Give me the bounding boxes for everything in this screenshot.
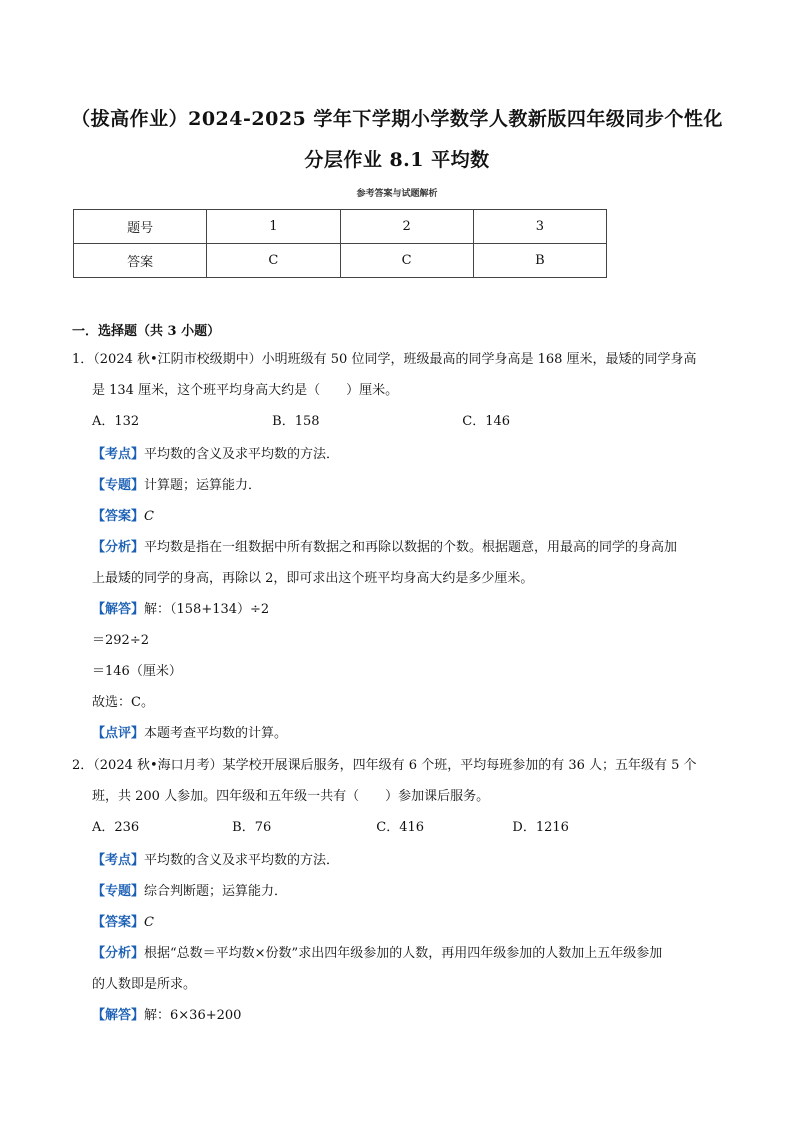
- q2-option-b: B．76: [232, 820, 272, 835]
- fenxi-text: 平均数是指在一组数据中所有数据之和再除以数据的个数。根据题意，用最高的同学的身高加: [144, 540, 678, 555]
- q1-zhuanti: [92, 474, 261, 493]
- jieda-tag: 【解答】: [92, 602, 145, 617]
- q1-jieda-line-1: [92, 598, 269, 617]
- zhuanti-text: 综合判断题；运算能力．: [144, 884, 288, 899]
- q2-option-c: C．416: [376, 820, 425, 835]
- table-cell: 题号: [74, 210, 207, 244]
- q2-fenxi-line-2: 的人数即是所求。: [92, 977, 197, 992]
- fenxi-tag: 【分析】: [92, 540, 145, 555]
- fenxi-tag: 【分析】: [92, 946, 145, 961]
- q2-kaodian: [92, 849, 339, 868]
- q1-option-c: C．146: [462, 414, 511, 429]
- zhuanti-tag: 【专题】: [92, 478, 145, 493]
- q1-jieda-line-4: 故选：C。: [92, 695, 154, 710]
- zhuanti-text: 计算题；运算能力．: [144, 478, 262, 493]
- section-heading: 一．选择题（共 3 小题）: [72, 324, 221, 339]
- q1-options: [92, 410, 510, 429]
- q2-options: [92, 816, 569, 835]
- answer-table-header-row: [74, 210, 607, 244]
- q1-jieda-line-3: ＝146（厘米）: [92, 664, 182, 679]
- table-cell: C: [207, 244, 340, 278]
- q2-stem-line-2: 班，共 200 人参加。四年级和五年级一共有（ ）参加课后服务。: [92, 789, 490, 804]
- document-subtitle: 参考答案与试题解析: [356, 189, 438, 199]
- kaodian-text: 平均数的含义及求平均数的方法．: [144, 853, 340, 868]
- q1-daan: [92, 505, 154, 524]
- q1-option-b: B．158: [272, 414, 320, 429]
- daan-text: C: [144, 509, 154, 524]
- table-cell: 答案: [74, 244, 207, 278]
- q2-zhuanti: [92, 880, 287, 899]
- q1-stem-line-2: 是 134 厘米，这个班平均身高大约是（ ）厘米。: [92, 383, 399, 398]
- q1-dianping: [92, 722, 287, 741]
- daan-text: C: [144, 915, 154, 930]
- q1-option-a: A．132: [92, 414, 140, 429]
- jieda-text: 解：6×36+200: [144, 1008, 242, 1023]
- table-cell: 1: [207, 210, 340, 244]
- q2-option-d: D．1216: [512, 820, 569, 835]
- q1-fenxi-line-1: [92, 536, 677, 555]
- table-cell: 3: [473, 210, 606, 244]
- table-cell: 2: [340, 210, 473, 244]
- fenxi-text: 根据“总数＝平均数×份数”求出四年级参加的人数，再用四年级参加的人数加上五年级参加: [144, 946, 663, 961]
- q1-kaodian: [92, 443, 339, 462]
- q2-stem-line-1: 2．（2024 秋•海口月考）某学校开展课后服务，四年级有 6 个班，平均每班参加的有 36 人；五年级有 5 个: [72, 758, 697, 773]
- kaodian-tag: 【考点】: [92, 853, 145, 868]
- answer-table-answer-row: [74, 244, 607, 278]
- q1-fenxi-line-2: 上最矮的同学的身高，再除以 2，即可求出这个班平均身高大约是多少厘米。: [92, 571, 534, 586]
- dianping-text: 本题考查平均数的计算。: [144, 726, 288, 741]
- table-cell: C: [340, 244, 473, 278]
- q2-jieda-line-1: [92, 1004, 241, 1023]
- table-cell: B: [473, 244, 606, 278]
- q2-option-a: A．236: [92, 820, 140, 835]
- jieda-text: 解：（158+134）÷2: [144, 602, 270, 617]
- q1-jieda-line-2: ＝292÷2: [92, 633, 149, 648]
- document-title-line-1: （拔高作业）2024-2025 学年下学期小学数学人教新版四年级同步个性化: [71, 108, 723, 130]
- daan-tag: 【答案】: [92, 915, 145, 930]
- zhuanti-tag: 【专题】: [92, 884, 145, 899]
- q1-stem-line-1: 1．（2024 秋•江阴市校级期中）小明班级有 50 位同学，班级最高的同学身高是 168 厘米，最矮的同学身高: [72, 352, 697, 367]
- kaodian-text: 平均数的含义及求平均数的方法．: [144, 447, 340, 462]
- daan-tag: 【答案】: [92, 509, 145, 524]
- q2-daan: [92, 911, 154, 930]
- document-title-line-2: 分层作业 8.1 平均数: [304, 149, 490, 171]
- answer-table: [73, 209, 607, 278]
- q2-fenxi-line-1: [92, 942, 662, 961]
- jieda-tag: 【解答】: [92, 1008, 145, 1023]
- kaodian-tag: 【考点】: [92, 447, 145, 462]
- dianping-tag: 【点评】: [92, 726, 145, 741]
